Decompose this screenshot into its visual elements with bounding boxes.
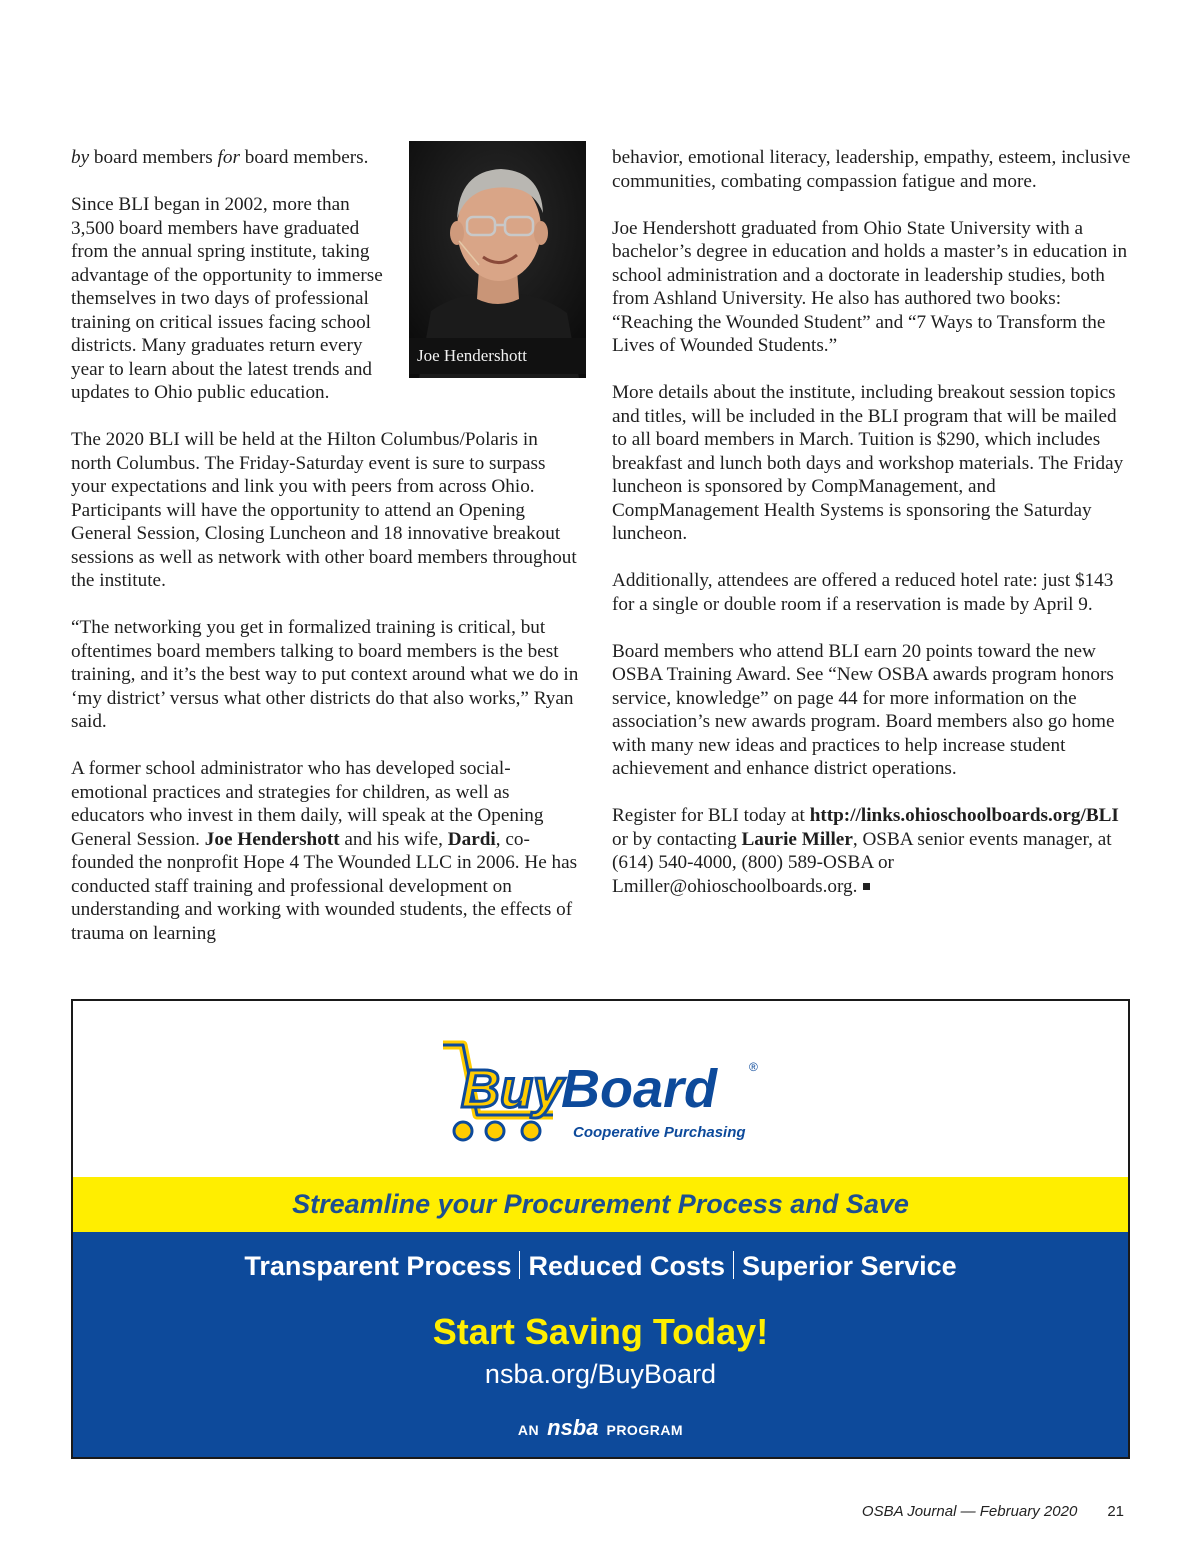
page-number: 21 — [1107, 1503, 1124, 1520]
text-run: , co-founded the nonprofit Hope 4 The Wounded LLC in 2006. He has conducted staff training and professional development on understanding and working with wounded students, the effects of trauma on learning — [71, 828, 578, 944]
right-paragraph-5: Board members who attend BLI earn 20 points toward the new OSBA Training Award. See “New OSBA awards program honors service, knowledge” on page 44 for more information on the association’s new awards program. Board members also go home with many new ideas and practices to help increase student achievement and enhance district operations. — [612, 640, 1115, 779]
contact-details: , OSBA senior events manager, at (614) 540-4000, (800) 589-OSBA or Lmiller@ohioschoolboards.org. — [612, 828, 1112, 897]
left-paragraph-3: The 2020 BLI will be held at the Hilton Columbus/Polaris in north Columbus. The Friday-Saturday event is sure to surpass your expectations and link you with peers from across Ohio. Participants will have the opportunity to attend an Opening General Session, Closing Luncheon and 18 innovative breakout sessions as well as network with other board members throughout the institute. — [71, 429, 577, 591]
logo-word-buy: Buy — [461, 1059, 564, 1119]
ad-program-line — [73, 1415, 1128, 1440]
ad-blue-panel — [73, 1232, 1128, 1459]
benefit-costs: Reduced Costs — [528, 1251, 726, 1281]
page-footer — [862, 1503, 1124, 1520]
text-run: A former school administrator who has developed social-emotional practices and strategies for children, as well as educators who invest in them daily, will speak at the Opening General Session. — [71, 758, 544, 850]
buyboard-logo — [433, 1031, 773, 1151]
cart-wheel-icon — [522, 1122, 540, 1140]
registration-link[interactable]: http://links.ohioschoolboards.org/BLI — [809, 805, 1119, 826]
program-prefix: AN — [517, 1422, 540, 1438]
ad-benefits-row — [73, 1248, 1128, 1284]
text-run: board members. — [239, 147, 369, 168]
right-paragraph-1: behavior, emotional literacy, leadership, empathy, esteem, inclusive communities, combating compassion fatigue and more. — [612, 147, 1131, 192]
benefit-service: Superior Service — [742, 1251, 957, 1281]
photo-caption: Joe Hendershott — [409, 338, 586, 374]
cart-wheel-icon — [486, 1122, 504, 1140]
right-paragraph-3: More details about the institute, including breakout session topics and titles, will be included in the BLI program that will be mailed to all board members in March. Tuition is $290, which includes breakfast and lunch both days and workshop materials. The Friday luncheon is sponsored by CompManagement, and CompManagement Health Systems is sponsoring the Saturday luncheon. — [612, 382, 1124, 544]
ad-call-to-action: Start Saving Today! — [432, 1311, 769, 1352]
right-paragraph-4: Additionally, attendees are offered a reduced hotel rate: just $143 for a single or double room if a reservation is made by April 9. — [612, 570, 1114, 615]
article-right-column — [612, 146, 1132, 922]
logo-word-board: Board — [561, 1059, 718, 1119]
speaker-photo — [409, 141, 586, 378]
speaker-name: Joe Hendershott — [204, 828, 340, 850]
ad-url-link[interactable]: nsba.org/BuyBoard — [484, 1359, 717, 1389]
left-paragraph-5 — [71, 757, 583, 945]
left-paragraph-4: “The networking you get in formalized training is critical, but oftentimes board members talking to board members is the best training, and it’s the best way to put context around what we do in ‘my district’ versus what other districts do that also works,” Ryan said. — [71, 617, 579, 732]
benefit-transparent: Transparent Process — [244, 1251, 512, 1281]
registered-mark: ® — [749, 1060, 758, 1074]
program-suffix: PROGRAM — [606, 1422, 684, 1438]
right-paragraph-6 — [612, 804, 1132, 898]
right-paragraph-2: Joe Hendershott graduated from Ohio State University with a bachelor’s degree in education and holds a master’s in education in school administration and a doctorate in leadership studies, both from Ashland University. He also has authored two books: “Reaching the Wounded Student” and “7 Ways to Transform the Lives of Wounded Students.” — [612, 217, 1128, 356]
article-left-column — [71, 146, 583, 969]
text-run: Register for BLI today at — [612, 805, 810, 826]
end-of-article-icon — [863, 883, 870, 890]
logo-tagline: Cooperative Purchasing — [573, 1124, 746, 1141]
text-run: and his wife, — [339, 828, 448, 850]
text-run: board members — [89, 147, 218, 168]
divider — [733, 1251, 734, 1279]
emphasis-for: for — [217, 147, 240, 168]
buyboard-advertisement[interactable] — [71, 999, 1130, 1459]
emphasis-by: by — [71, 147, 90, 168]
divider — [519, 1251, 520, 1279]
spouse-name: Dardi — [447, 828, 496, 850]
cart-wheel-icon — [454, 1122, 472, 1140]
left-paragraph-2: Since BLI began in 2002, more than 3,500 board members have graduated from the annual spring institute, taking advantage of the opportunity to immerse themselves in two days of professional training on critical issues facing school districts. Many graduates return every year to learn about the latest trends and updates to Ohio public education. — [71, 194, 383, 403]
contact-name: Laurie Miller — [741, 828, 853, 850]
nsba-logo: nsba — [547, 1415, 599, 1440]
text-run: or by contacting — [612, 828, 742, 850]
ad-headline-band: Streamline your Procurement Process and Save — [73, 1177, 1128, 1232]
journal-title: OSBA Journal — February 2020 — [861, 1503, 1078, 1520]
